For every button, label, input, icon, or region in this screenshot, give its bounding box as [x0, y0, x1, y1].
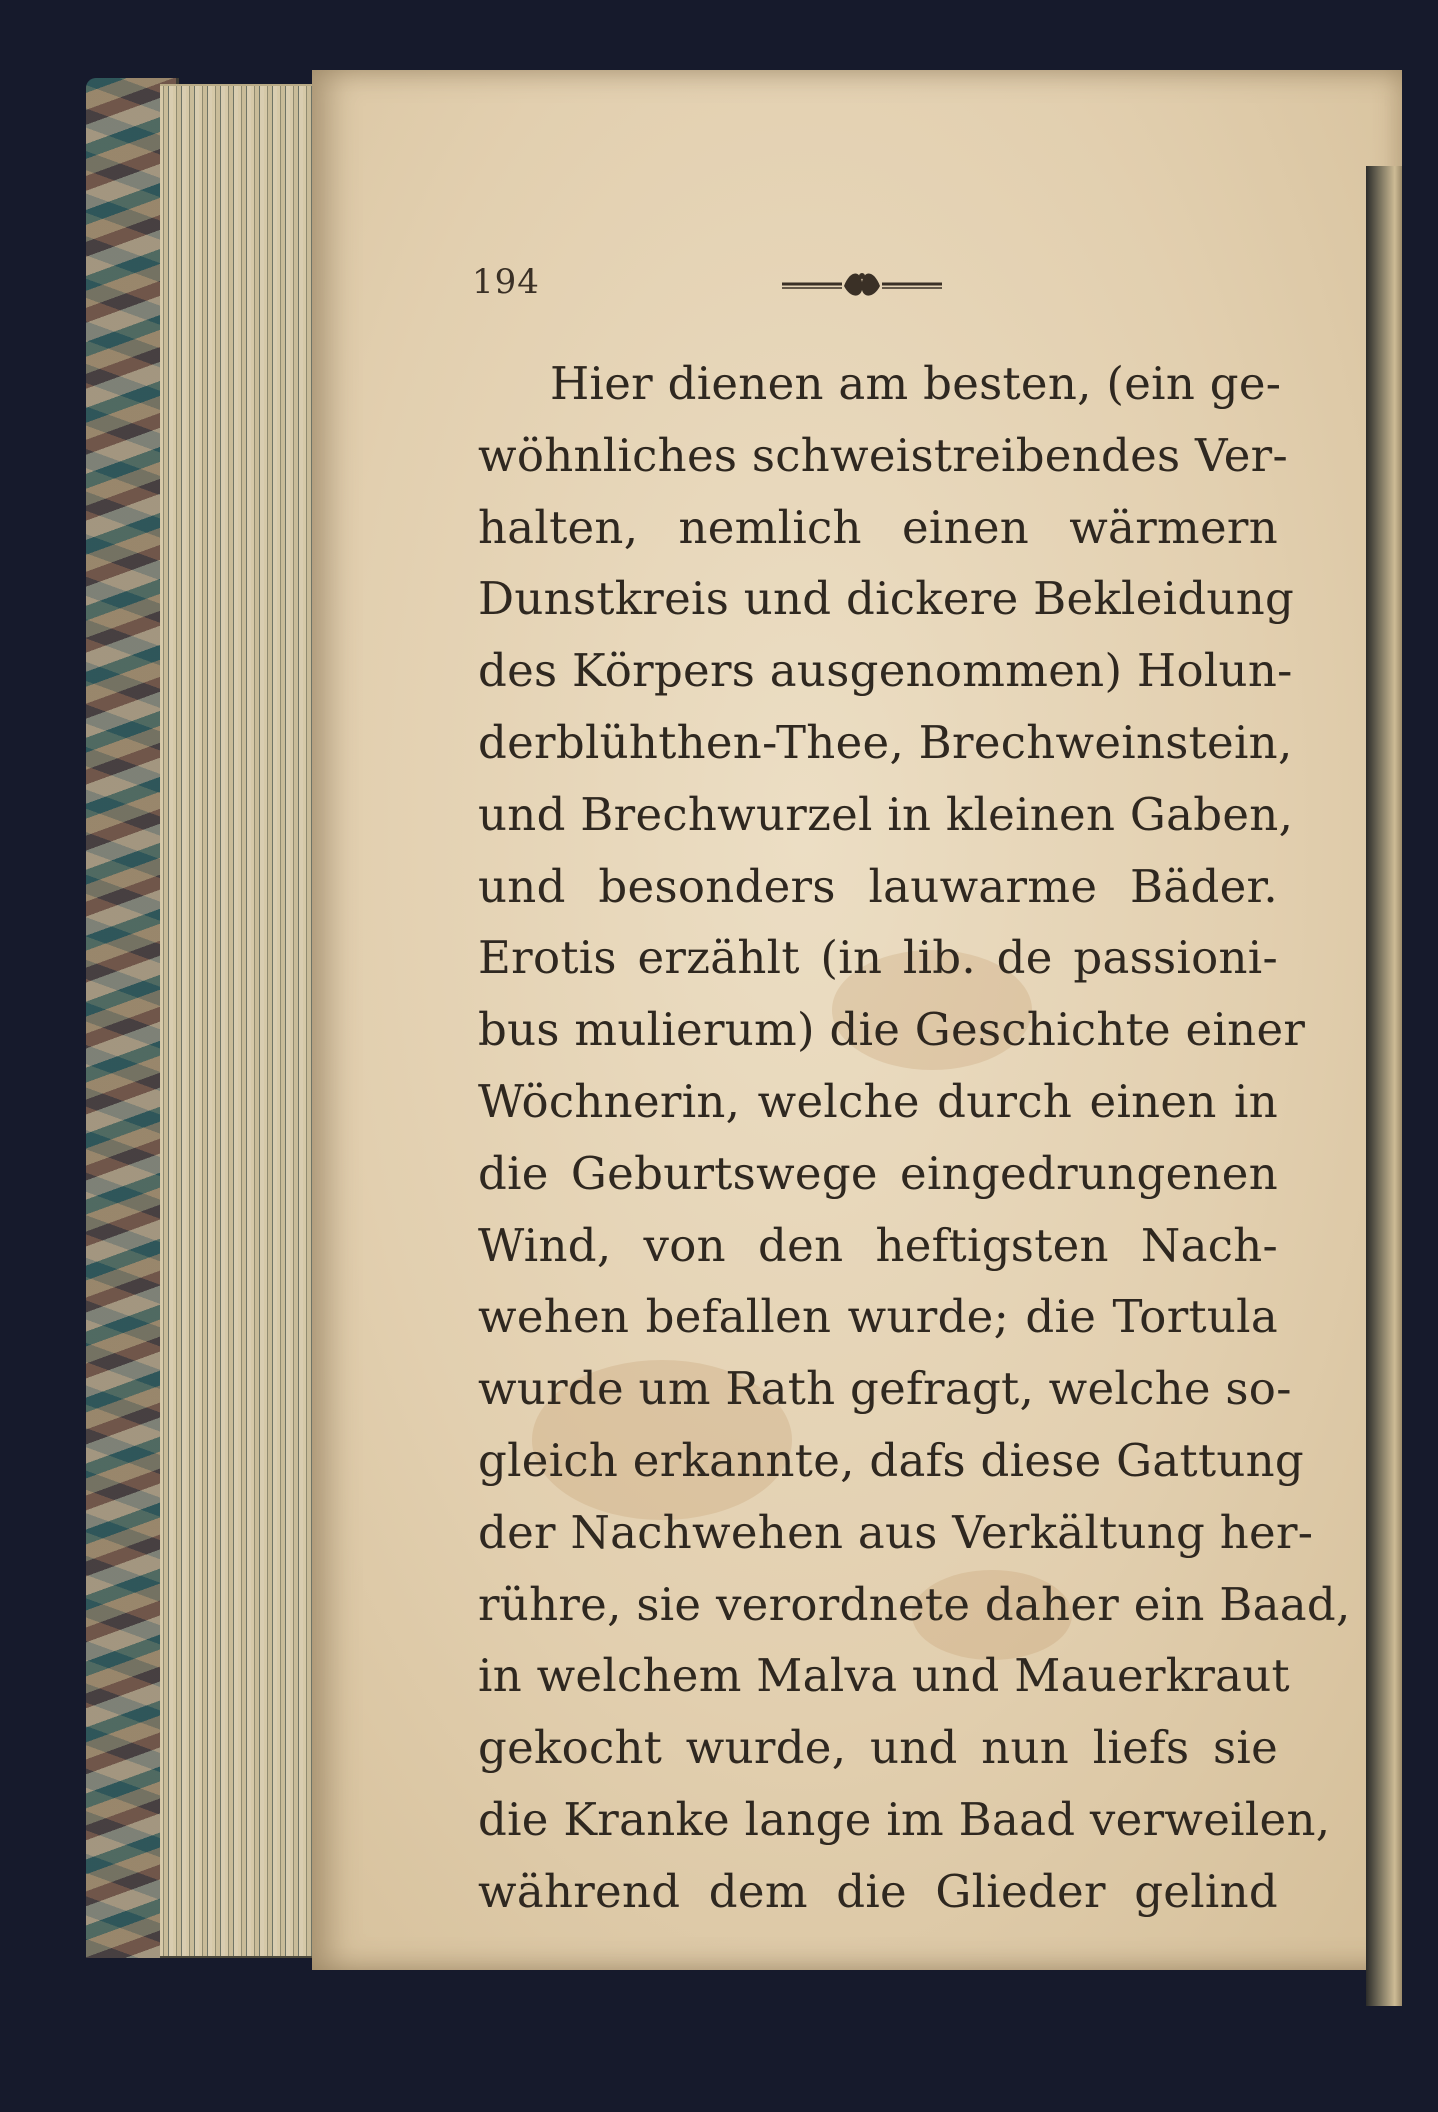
text-line: gleich erkannte, dafs diese Gattung: [478, 1433, 1304, 1487]
text-line: Erotis erzählt (in lib. de passioni-: [478, 931, 1278, 985]
text-line: halten, nemlich einen wärmern: [478, 500, 1278, 554]
book-page: [312, 70, 1402, 1970]
facing-page-edge: [1366, 166, 1402, 2006]
text-line: die Kranke lange im Baad verweilen,: [478, 1792, 1331, 1846]
ornament-icon: [772, 262, 952, 302]
text-line: während dem die Glieder gelind: [478, 1864, 1278, 1918]
text-line: bus mulierum) die Geschichte einer: [478, 1003, 1306, 1057]
body-text: [478, 348, 1351, 1928]
text-line: Dunstkreis und dickere Bekleidung: [478, 572, 1295, 626]
page-number: 194: [472, 262, 540, 302]
page-edges: [160, 84, 320, 1958]
page-header: [472, 262, 1252, 322]
text-line: rühre, sie verordnete daher ein Baad,: [478, 1577, 1351, 1631]
text-line: gekocht wurde, und nun liefs sie: [478, 1721, 1278, 1775]
text-line: die Geburtswege eingedrungenen: [478, 1146, 1278, 1200]
text-line: wöhnliches schweistreibendes Ver-: [478, 428, 1288, 482]
text-line: des Körpers ausgenommen) Holun-: [478, 644, 1293, 698]
text-line: derblühthen-Thee, Brechweinstein,: [478, 715, 1293, 769]
text-line: in welchem Malva und Mauerkraut: [478, 1649, 1290, 1703]
text-line: und Brechwurzel in kleinen Gaben,: [478, 787, 1294, 841]
text-line: und besonders lauwarme Bäder.: [478, 859, 1278, 913]
text-line: der Nachwehen aus Verkältung her-: [478, 1505, 1314, 1559]
text-line: Hier dienen am besten, (ein ge-: [550, 357, 1282, 410]
text-line: Wöchnerin, welche durch einen in: [478, 1074, 1278, 1128]
text-line: wurde um Rath gefragt, welche so-: [478, 1362, 1292, 1416]
text-line: Wind, von den heftigsten Nach-: [478, 1218, 1278, 1272]
text-line: wehen befallen wurde; die Tortula: [478, 1290, 1278, 1344]
